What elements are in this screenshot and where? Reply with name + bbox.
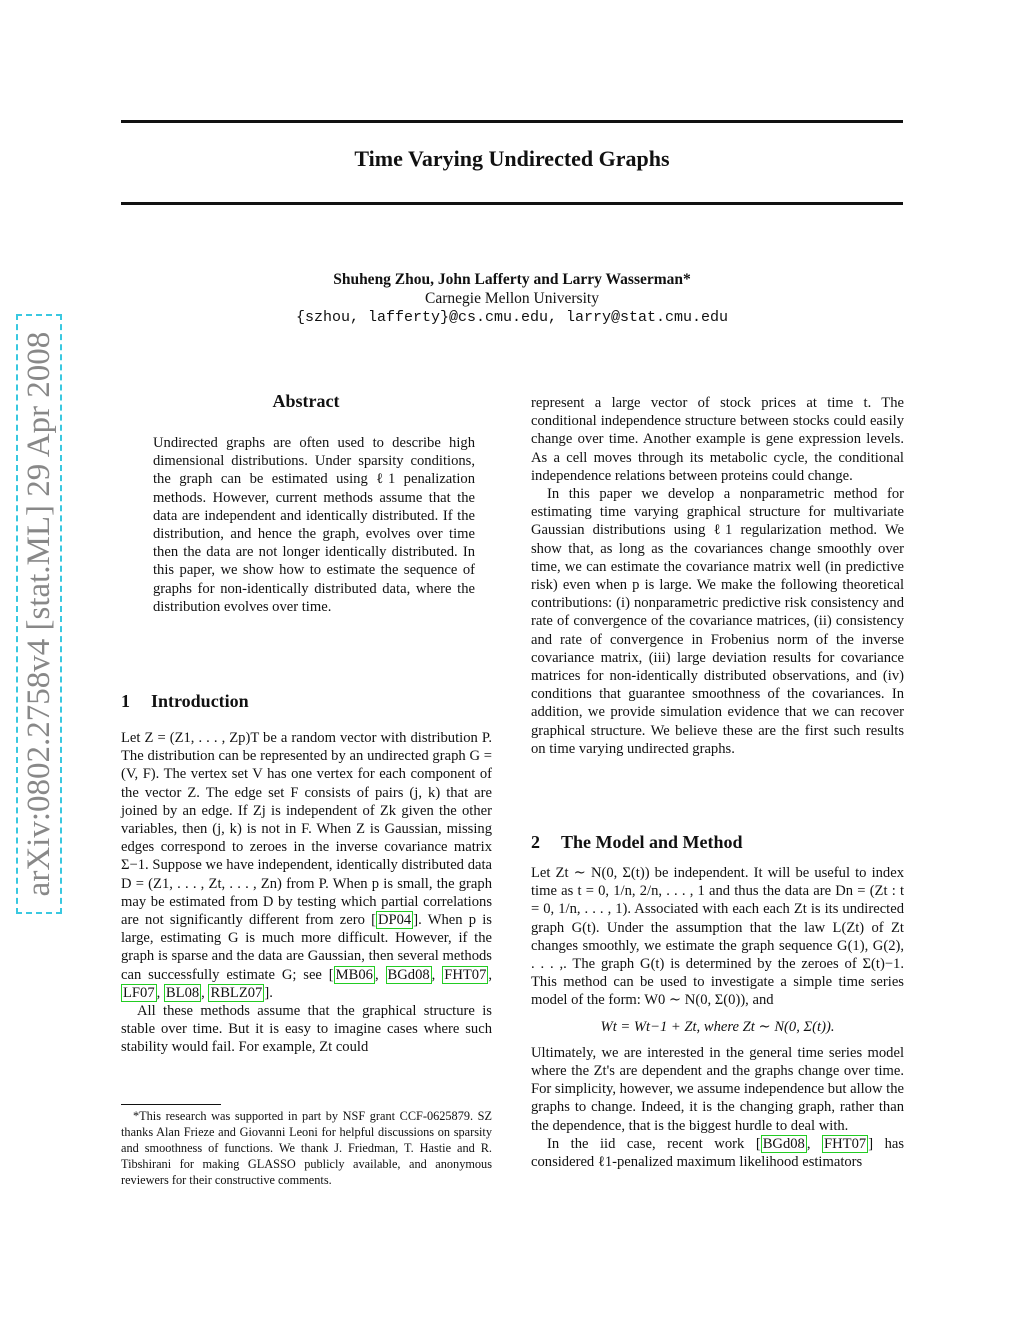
intro-paragraph-1: Let Z = (Z1, . . . , Zp)T be a random vector with distribution P. The distribution can be represented by an undirected graph G = (V, F). The vertex set V has one vertex for each component of the vector Z. The edge set F consists of pairs (j, k) that are joined by an edge. If Zj is independent of Zk given the other variables, then (j, k) is not in F. When Z is Gaussian, missing edges correspond to zeroes in the inverse covariance matrix Σ−1. Suppose we have independent, identically distributed data D = (Z1, . . . , Zt, . . . , Zn) from P. When p is small, the graph may be estimated from D by testing which partial correlations are not significantly different from zero [ DP04 ]. When p is large, estimating G is much more difficult. However, if the graph is sparse and the data are Gaussian, then several methods can successfully estimate G; see [ MB06 , BGd08 , FHT07 , LF07 , BL08 , RBLZ07 ]. (121, 730, 493, 1001)
citation-link[interactable]: DP04 (377, 912, 412, 929)
author-names: Shuheng Zhou, John Lafferty and Larry Wasserman* (333, 271, 691, 288)
intro-paragraph-4: In this paper we develop a nonparametric method for estimating time varying graphical structure for multivariate Gaussian distributions using ℓ1 regularization method. We show that, as long as the covariances change smoothly over time, we can estimate the covariance matrix well (in predictive risk) even when p is large. We make the following theoretical contributions: (i) nonparametric predictive risk consistency and rate of convergence of the covariance matrices, (ii) consistency and rate of convergence in Frobenius norm of the inverse covariance matrix, (iii) large deviation results for covariance matrices for non-identically distributed observations, and (iv) conditions that guarantee smoothness of the covariances. In addition, we provide simulation evidence that we can recover graphical structure. We believe these are the first such results on time varying undirected graphs. (531, 486, 904, 757)
citation-link[interactable]: BL08 (165, 984, 200, 1001)
section-number: 2 (531, 832, 540, 852)
equation: Wt = Wt−1 + Zt, where Zt ∼ N(0, Σ(t)). (600, 1018, 835, 1035)
citation-link[interactable]: BGd08 (762, 1135, 805, 1152)
citation-link[interactable]: BGd08 (387, 966, 430, 983)
intro-text: . When p is large, estimating G is much more difficult. However, if the graph is sparse and the data are Gaussian, then several methods can successfully estimate G; see (121, 912, 492, 983)
model-paragraph-1: Let Zt ∼ N(0, Σ(t)) be independent. It will be useful to index time as t = 0, 1/n, 2/n, . . . , 1 and thus the data are Dn = (Zt : t = 0, 1/n, . . . , 1). Associated with each each Zt is its undirected graph G(t). Under the assumption that the law L(Zt) of Zt changes smoothly, we estimate the graph sequence G(1), G(2), . . . ,. The graph G(t) is determined by the zeroes of Σ(t)−1. This method can be used to investigate a simple time series model of the form: W0 ∼ N(0, Σ(0)), and (531, 865, 904, 1009)
model-text: has considered ℓ1-penalized maximum likelihood estimators (531, 1135, 905, 1171)
intro-left-column (121, 729, 492, 1057)
intro-right-column (531, 394, 904, 758)
section-title: Introduction (151, 691, 249, 711)
arxiv-stamp-text[interactable]: arXiv:0802.2758v4 [stat.ML] 29 Apr 2008 (21, 331, 57, 897)
citation-link[interactable]: MB06 (335, 966, 373, 983)
abstract-heading: Abstract (272, 391, 340, 411)
intro-paragraph-2: All these methods assume that the graphical structure is stable over time. But it is easy to imagine cases where such stability would fail. For example, Zt could (121, 1003, 492, 1056)
author-emails: {szhou, lafferty}@cs.cmu.edu, larry@stat.cmu.edu (295, 309, 729, 326)
citation-link[interactable]: RBLZ07 (210, 984, 263, 1001)
intro-text: Let Z = (Z1, . . . , Zp)T be a random vector with distribution P. The distribution can be represented by an undirected graph G = (V, F). The vertex set V has one vertex for each component of the vector Z. The edge set F consists of pairs (j, k) that are joined by an edge. If Zj is independent of Zk given the other variables, then (j, k) is not in F. When Z is Gaussian, missing edges correspond to zeroes in the inverse covariance matrix Σ−1. Suppose we have independent, identically distributed data D = (Z1, . . . , Zt, . . . , Zn) from P. When p is small, the graph may be estimated from D by testing which partial correlations are not significantly different from zero (121, 730, 492, 929)
citation-link[interactable]: FHT07 (444, 966, 487, 983)
section-heading-intro (121, 691, 249, 712)
citation-link[interactable]: FHT07 (824, 1135, 867, 1152)
footnote-rule (121, 1104, 221, 1105)
citation-link[interactable]: LF07 (123, 984, 155, 1001)
intro-paragraph-3: represent a large vector of stock prices at time t. The conditional independence structure between stocks could easily change over time. Another example is gene expression levels. As a cell moves through its metabolic cycle, the conditional independence relations between proteins could change. (531, 395, 904, 484)
model-column (531, 864, 904, 1171)
footnote (121, 1108, 492, 1188)
title-bottom-rule (121, 202, 903, 205)
paper-title: Time Varying Undirected Graphs (354, 146, 670, 171)
author-block (121, 270, 903, 327)
section-heading-model (531, 832, 743, 853)
abstract-body (153, 434, 475, 616)
title-top-rule (121, 120, 903, 123)
model-paragraph-2: Ultimately, we are interested in the general time series model where the Zt's are dependent and the graphs change over time. For simplicity, however, we assume independence but allow the graphs to change. Indeed, it is the changing graph, rather than the dependence, that is the biggest hurdle to deal with. (531, 1044, 904, 1134)
section-number: 1 (121, 691, 130, 711)
section-title: The Model and Method (561, 832, 743, 852)
footnote-text: *This research was supported in part by NSF grant CCF-0625879. SZ thanks Alan Frieze and Giovanni Leoni for helpful discussions on sparsity and smoothness of functions. We thank J. Friedman, T. Hastie and R. Tibshirani for making GLASSO publicly available, and anonymous reviewers for their constructive comments. (121, 1109, 492, 1187)
model-paragraph-3: In the iid case, recent work [ BGd08 , FHT07 ] has considered ℓ1-penalized maximum likelihood estimators (531, 1135, 905, 1171)
affiliation: Carnegie Mellon University (425, 290, 599, 307)
model-text: In the iid case, recent work (547, 1135, 745, 1152)
abstract-text: Undirected graphs are often used to describe high dimensional distributions. Under sparsity conditions, the graph can be estimated using ℓ1 penalization methods. However, current methods assume that the data are independent and identically distributed. If the distribution, and hence the graph, evolves over time then the data are not longer identically distributed. In this paper, we show how to estimate the sequence of graphs for non-identically distributed data, where the distribution evolves over time. (153, 435, 475, 615)
